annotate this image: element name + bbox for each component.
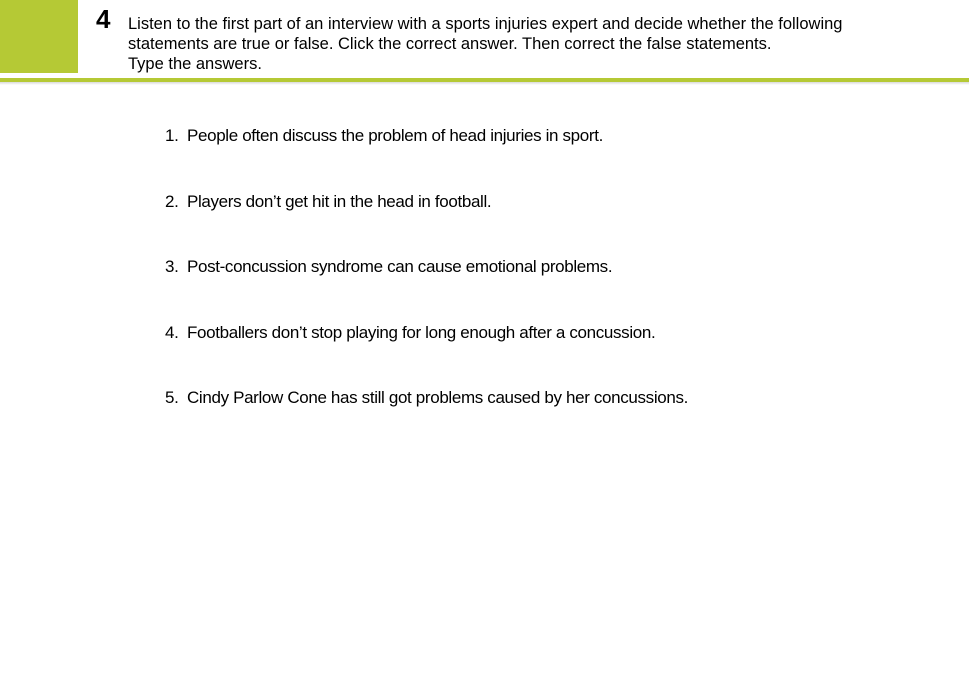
statement-number: 5. [165,388,179,407]
header-accent-block [0,0,78,73]
statement-text: Players don’t get hit in the head in football. [187,191,492,211]
instructions-line: Type the answers. [128,55,262,73]
header-divider-shadow [0,82,969,85]
instructions-line: statements are true or false. Click the correct answer. Then correct the false statements. [128,35,772,53]
statement-number: 1. [165,126,179,145]
statement-item-1 [165,123,688,189]
statement-number: 4. [165,322,179,342]
statement-text: Cindy Parlow Cone has still got problems caused by her concussions. [187,388,688,407]
instructions-line: Listen to the first part of an interview with a sports injuries expert and decide whether the following [128,15,843,33]
statement-item-3 [165,254,688,320]
statement-number: 3. [165,257,179,276]
statement-text: People often discuss the problem of head injuries in sport. [187,126,603,145]
statement-list [165,123,688,451]
instructions-text [128,14,928,74]
exercise-number: 4 [96,4,111,34]
statement-text: Footballers don’t stop playing for long enough after a concussion. [187,322,656,342]
statement-item-2 [165,189,688,255]
statement-item-5 [165,385,688,451]
statement-item-4 [165,320,688,386]
statement-number: 2. [165,191,179,211]
statement-text: Post-concussion syndrome can cause emotional problems. [187,257,613,276]
